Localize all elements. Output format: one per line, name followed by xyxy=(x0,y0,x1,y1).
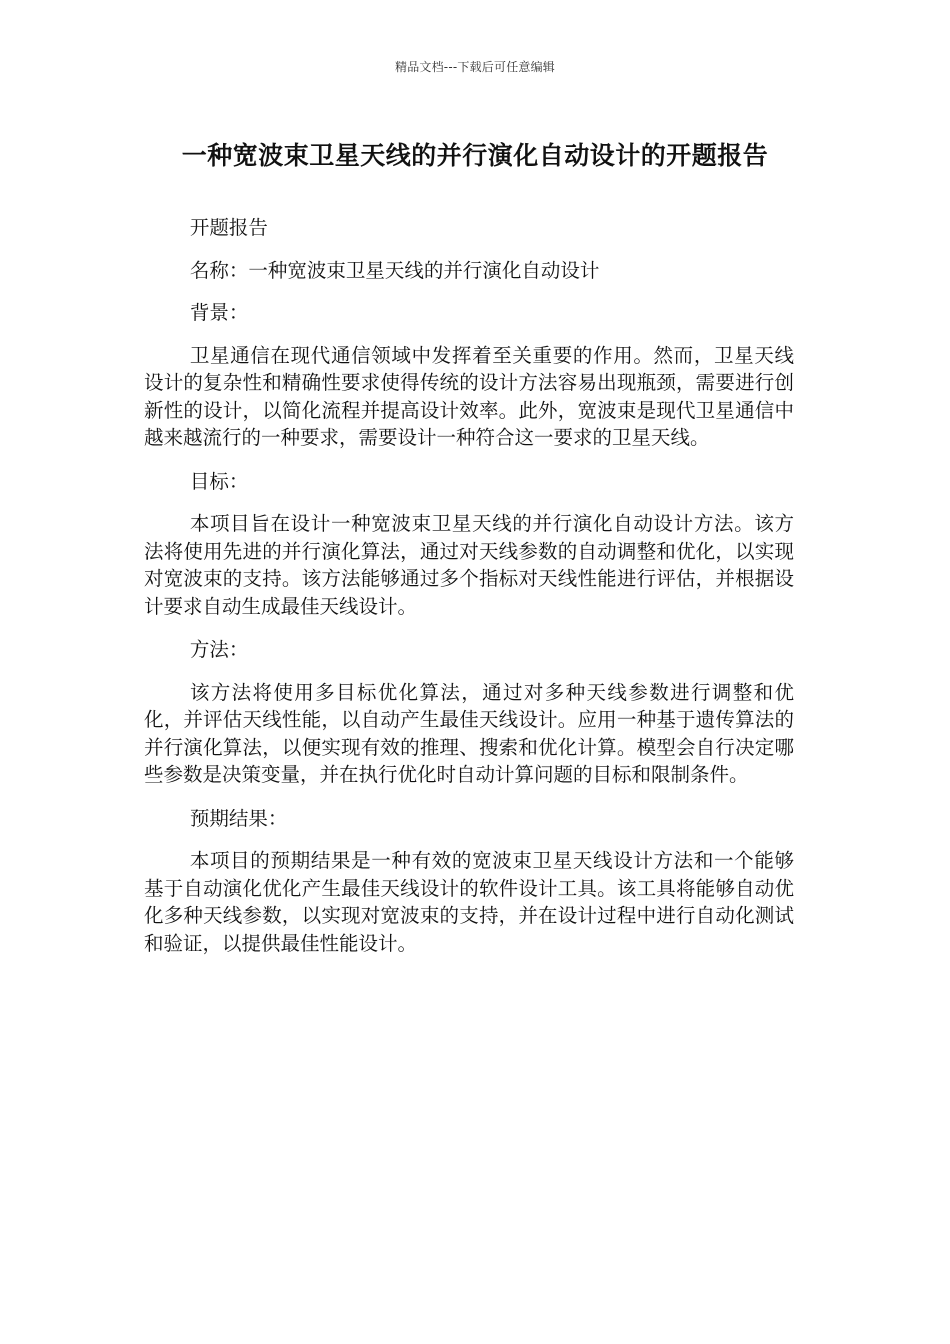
method-heading: 方法： xyxy=(189,638,249,661)
document-body xyxy=(144,214,794,957)
background-heading: 背景： xyxy=(189,301,249,324)
document-title: 一种宽波束卫星天线的并行演化自动设计的开题报告 xyxy=(181,141,769,170)
background-paragraph: 卫星通信在现代通信领域中发挥着至关重要的作用。然而，卫星天线设计的复杂性和精确性要求使得传统的设计方法容易出现瓶颈，需要进行创新性的设计，以简化流程并提高设计效率。此外，宽波束是现代卫星通信中越来越流行的一种要求，需要设计一种符合这一要求的卫星天线。 xyxy=(144,343,794,449)
results-heading: 预期结果： xyxy=(189,806,288,830)
results-paragraph: 本项目的预期结果是一种有效的宽波束卫星天线设计方法和一个能够基于自动演化优化产生最佳天线设计的软件设计工具。该工具将能够自动优化多种天线参数，以实现对宽波束的支持，并在设计过程中进行自动化测试和验证，以提供最佳性能设计。 xyxy=(144,849,794,955)
objective-heading: 目标： xyxy=(189,469,249,493)
doc-type-label: 开题报告 xyxy=(189,216,268,239)
objective-paragraph: 本项目旨在设计一种宽波束卫星天线的并行演化自动设计方法。该方法将使用先进的并行演化算法，通过对天线参数的自动调整和优化，以实现对宽波束的支持。该方法能够通过多个指标对天线性能进行评估，并根据设计要求自动生成最佳天线设计。 xyxy=(144,512,794,618)
project-name-line: 名称：一种宽波束卫星天线的并行演化自动设计 xyxy=(189,258,600,282)
header-note: 精品文档---下载后可任意编辑 xyxy=(395,60,555,74)
method-paragraph: 该方法将使用多目标优化算法，通过对多种天线参数进行调整和优化，并评估天线性能，以自动产生最佳天线设计。应用一种基于遗传算法的并行演化算法，以便实现有效的推理、搜索和优化计算。模型会自行决定哪些参数是决策变量，并在执行优化时自动计算问题的目标和限制条件。 xyxy=(144,680,794,786)
